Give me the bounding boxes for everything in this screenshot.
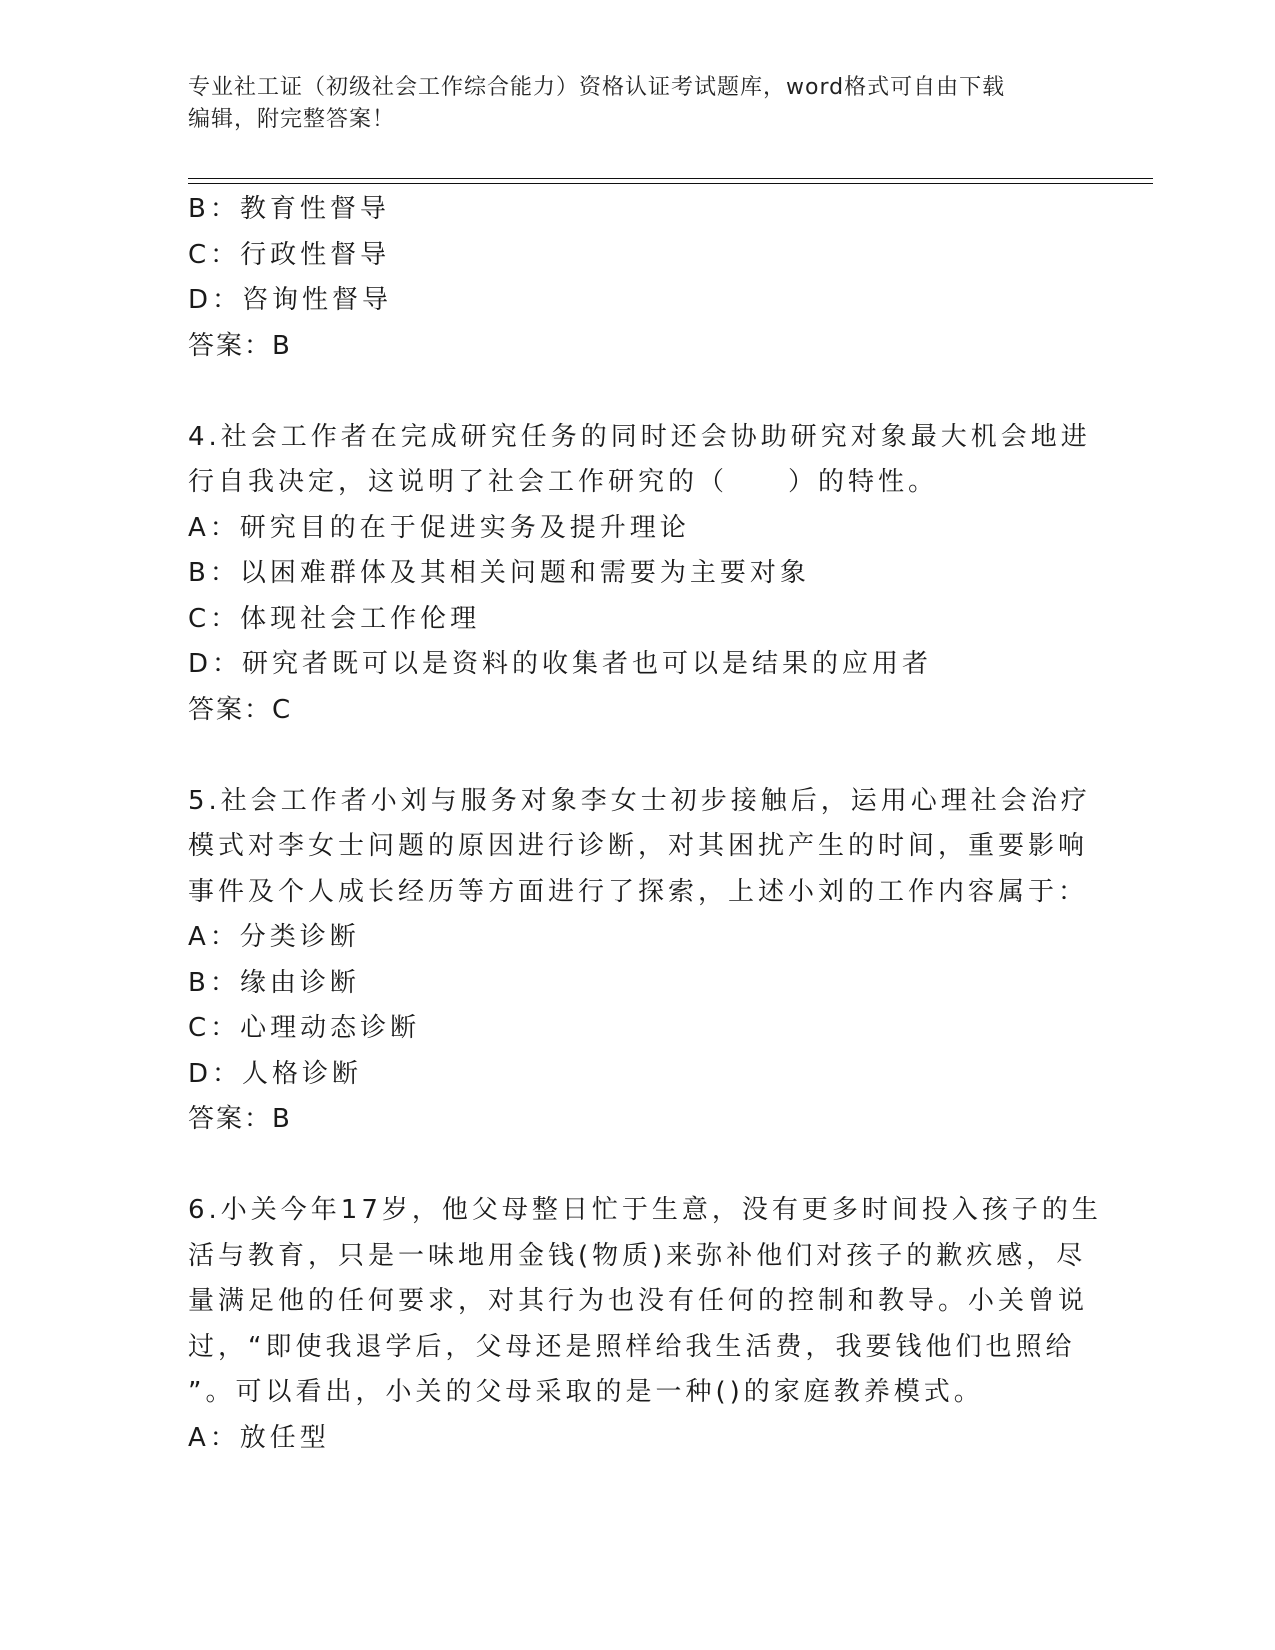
question-text-line: 事件及个人成长经历等方面进行了探索，上述小刘的工作内容属于： [188, 876, 1089, 907]
document-body [188, 187, 1102, 1461]
option-b: B：缘由诊断 [188, 967, 360, 998]
answer: 答案：B [188, 1104, 292, 1134]
question-4 [188, 415, 1091, 734]
option-a: A：研究目的在于促进实务及提升理论 [188, 512, 690, 543]
spacer [188, 369, 1068, 415]
question-text-line: 5.社会工作者小刘与服务对象李女士初步接触后，运用心理社会治疗 [188, 785, 1091, 816]
option-d: D：咨询性督导 [188, 285, 393, 315]
option-d: D：研究者既可以是资料的收集者也可以是结果的应用者 [188, 649, 933, 679]
question-text-line: 过，“即使我退学后，父母还是照样给我生活费，我要钱他们也照给 [188, 1331, 1076, 1362]
page-header [188, 72, 1068, 136]
option-b: B：以困难群体及其相关问题和需要为主要对象 [188, 558, 810, 588]
question-text-line: ”。可以看出，小关的父母采取的是一种()的家庭教养模式。 [188, 1377, 984, 1407]
header-rule-bottom [188, 183, 1153, 184]
option-b: B：教育性督导 [188, 194, 390, 224]
option-a: A：放任型 [188, 1422, 330, 1453]
answer: 答案：C [188, 694, 293, 725]
spacer [188, 1143, 1068, 1189]
question-6 [188, 1188, 1102, 1461]
option-c: C：行政性督导 [188, 239, 391, 270]
option-c: C：心理动态诊断 [188, 1013, 421, 1043]
answer: 答案：B [188, 330, 292, 361]
question-3-tail [188, 187, 1068, 369]
question-text-line: 活与教育，只是一味地用金钱(物质)来弥补他们对孩子的歉疚感，尽 [188, 1240, 1087, 1271]
question-text-line: 4.社会工作者在完成研究任务的同时还会协助研究对象最大机会地进 [188, 421, 1091, 452]
question-text-line: 行自我决定，这说明了社会工作研究的（ ）的特性。 [188, 467, 939, 497]
header-rule-top [188, 178, 1153, 179]
option-a: A：分类诊断 [188, 922, 360, 952]
question-text-line: 6.小关今年17岁，他父母整日忙于生意，没有更多时间投入孩子的生 [188, 1195, 1102, 1225]
option-d: D：人格诊断 [188, 1058, 363, 1089]
spacer [188, 733, 1068, 779]
header-line-1: 专业社工证（初级社会工作综合能力）资格认证考试题库，word格式可自由下载 [188, 75, 1006, 100]
question-5 [188, 779, 1091, 1143]
header-line-2: 编辑，附完整答案！ [188, 107, 396, 132]
question-text-line: 模式对李女士问题的原因进行诊断，对其困扰产生的时间，重要影响 [188, 831, 1089, 861]
question-text-line: 量满足他的任何要求，对其行为也没有任何的控制和教导。小关曾说 [188, 1286, 1089, 1316]
option-c: C：体现社会工作伦理 [188, 603, 481, 634]
